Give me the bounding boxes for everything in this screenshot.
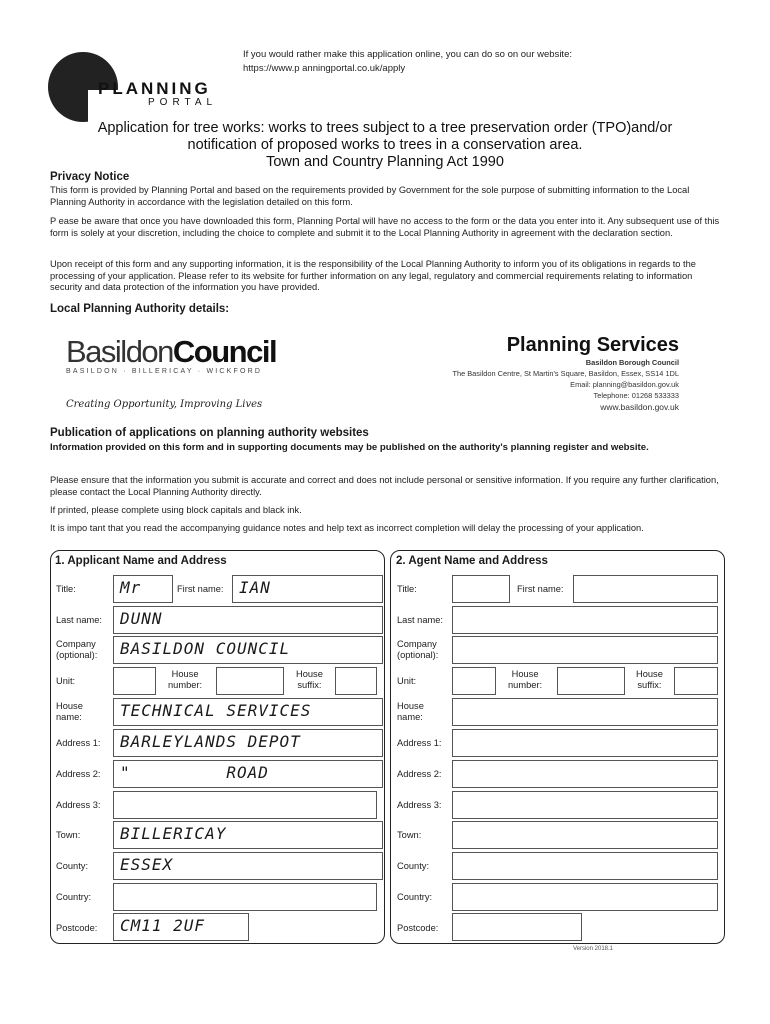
agent-house-name-label-1: House [397,701,424,711]
applicant-house-number-label [168,669,202,690]
agent-address3-field[interactable] [452,791,718,819]
agent-company-label-1: Company [397,639,437,649]
services-org: Basildon Borough Council [585,358,679,367]
agent-house-number-label-2: number: [508,679,543,690]
applicant-address2-field[interactable]: " ROAD [113,760,383,788]
privacy-heading: Privacy Notice [50,171,130,183]
form-version: Version 2018.1 [572,946,613,952]
applicant-address1-field[interactable]: BARLEYLANDS DEPOT [113,729,383,757]
applicant-company-label [56,639,97,660]
applicant-house-name-label-2: name: [56,711,82,722]
agent-county-field[interactable] [452,852,718,880]
council-tagline: Creating Opportunity, Improving Lives [66,399,263,410]
agent-town-field[interactable] [452,821,718,849]
online-note-line1: If you would rather make this application online, you can do so on our website: [243,49,572,60]
agent-house-name-label [397,701,424,722]
agent-address1-field[interactable] [452,729,718,757]
applicant-title-field[interactable]: Mr [113,575,173,603]
agent-address2-label: Address 2: [397,769,442,779]
publication-paragraph-1: Please ensure that the information you submit is accurate and correct and does not include personal or sensitive information. If you require any further clarification, please contact the Local Planning Authority directly. [50,475,719,497]
applicant-postcode-field[interactable]: CM11 2UF [113,913,249,941]
applicant-title-label: Title: [56,584,76,594]
applicant-house-number-field[interactable] [216,667,284,695]
agent-last-name-field[interactable] [452,606,718,634]
privacy-paragraph-1: This form is provided by Planning Portal and based on the requirements provided by Government for the sole purpose of submitting information to the Local Planning Authority in accordance with the legislation detailed on this form. [50,185,690,207]
agent-house-name-field[interactable] [452,698,718,726]
agent-first-name-label: First name: [517,584,564,594]
council-name-bold: Council [172,334,277,369]
agent-address1-label: Address 1: [397,738,442,748]
applicant-house-suffix-label-1: House [296,669,323,679]
agent-county-label: County: [397,861,430,871]
services-phone: Telephone: 01268 533333 [593,391,679,400]
agent-house-suffix-label-1: House [636,669,663,679]
online-note-url[interactable]: https://www.p anningportal.co.uk/apply [243,63,406,74]
agent-title-label: Title: [397,584,417,594]
privacy-paragraph-3: Upon receipt of this form and any supporting information, it is the responsibility of the Local Planning Authority to inform you of its obligations in regards to the processing of your application. Please refer to its website for further information on any legal, regulatory and commercial requirements relating to information security and data protection of the information you have provided. [50,259,696,293]
applicant-address2-label: Address 2: [56,769,101,779]
applicant-company-label-1: Company [56,639,96,649]
applicant-county-label: County: [56,861,89,871]
applicant-last-name-label: Last name: [56,615,102,625]
agent-address2-field[interactable] [452,760,718,788]
online-application-note [243,48,572,76]
agent-first-name-field[interactable] [573,575,718,603]
applicant-country-label: Country: [56,892,92,902]
applicant-town-field[interactable]: BILLERICAY [113,821,383,849]
services-address: The Basildon Centre, St Martin's Square, Basildon, Essex, SS14 1DL [452,369,679,378]
title-line3: Town and Country Planning Act 1990 [266,154,504,170]
publication-heading: Publication of applications on planning authority websites [50,427,369,439]
publication-paragraph-3: It is impo tant that you read the accompanying guidance notes and help text as incorrect completion will delay the processing of your application. [50,523,644,533]
council-logo [66,334,276,370]
agent-company-field[interactable] [452,636,718,664]
agent-house-suffix-field[interactable] [674,667,718,695]
page-title [40,120,730,171]
applicant-unit-field[interactable] [113,667,156,695]
agent-house-suffix-label [636,669,663,690]
applicant-last-name-field[interactable]: DUNN [113,606,383,634]
lpa-heading: Local Planning Authority details: [50,303,230,315]
agent-house-number-field[interactable] [557,667,625,695]
applicant-first-name-field[interactable]: IAN [232,575,383,603]
title-line1: Application for tree works: works to trees subject to a tree preservation order (TPO)and/or [97,120,673,136]
agent-address3-label: Address 3: [397,800,442,810]
applicant-company-label-2: (optional): [56,649,98,660]
applicant-heading: 1. Applicant Name and Address [55,555,227,567]
agent-company-label-2: (optional): [397,649,439,660]
applicant-company-field[interactable]: BASILDON COUNCIL [113,636,383,664]
applicant-country-field[interactable] [113,883,377,911]
applicant-house-name-label [56,701,83,722]
privacy-paragraph-2: P ease be aware that once you have downloaded this form, Planning Portal will have no access to the form or the data you enter into it. Any subsequent use of this form is solely at your discretion, including the choice to complete and submit it to the Local Planning Authority in agreement with the declaration section. [50,216,720,238]
title-line2: notification of proposed works to trees in a conservation area. [187,137,583,153]
applicant-address1-label: Address 1: [56,738,101,748]
applicant-house-suffix-field[interactable] [335,667,377,695]
agent-country-field[interactable] [452,883,718,911]
council-towns: BASILDON · BILLERICAY · WICKFORD [66,368,263,375]
agent-heading: 2. Agent Name and Address [396,555,548,567]
agent-country-label: Country: [397,892,433,902]
applicant-house-number-label-1: House [171,669,199,679]
agent-company-label [397,639,438,660]
agent-house-number-label [508,669,542,690]
services-website[interactable]: www.basildon.gov.uk [600,402,679,412]
agent-unit-field[interactable] [452,667,496,695]
agent-house-suffix-label-2: suffix: [637,679,662,690]
applicant-house-number-label-2: number: [168,679,203,690]
agent-last-name-label: Last name: [397,615,443,625]
applicant-house-name-label-1: House [56,701,83,711]
applicant-first-name-label: First name: [177,584,224,594]
agent-postcode-field[interactable] [452,913,582,941]
logo-word-planning: PLANNING [98,79,211,98]
publication-paragraph-2: If printed, please complete using block capitals and black ink. [50,505,302,515]
applicant-postcode-label: Postcode: [56,923,98,933]
applicant-county-field[interactable]: ESSEX [113,852,383,880]
services-email[interactable]: Email: planning@basildon.gov.uk [570,380,679,389]
agent-house-name-label-2: name: [397,711,423,722]
agent-house-number-label-1: House [511,669,539,679]
applicant-house-name-field[interactable]: TECHNICAL SERVICES [113,698,383,726]
applicant-unit-label: Unit: [56,676,76,686]
agent-town-label: Town: [397,830,422,840]
applicant-town-label: Town: [56,830,81,840]
planning-services-title: Planning Services [506,334,679,356]
agent-postcode-label: Postcode: [397,923,439,933]
applicant-address3-label: Address 3: [56,800,101,810]
logo-word-portal: PORTAL [148,97,218,108]
council-name-light: Basildon [66,334,173,369]
publication-bold-notice: Information provided on this form and in supporting documents may be published on the authority's planning register and website. [50,442,649,453]
applicant-address3-field[interactable] [113,791,377,819]
applicant-house-suffix-label-2: suffix: [297,679,322,690]
applicant-house-suffix-label [296,669,323,690]
agent-title-field[interactable] [452,575,510,603]
agent-unit-label: Unit: [397,676,417,686]
